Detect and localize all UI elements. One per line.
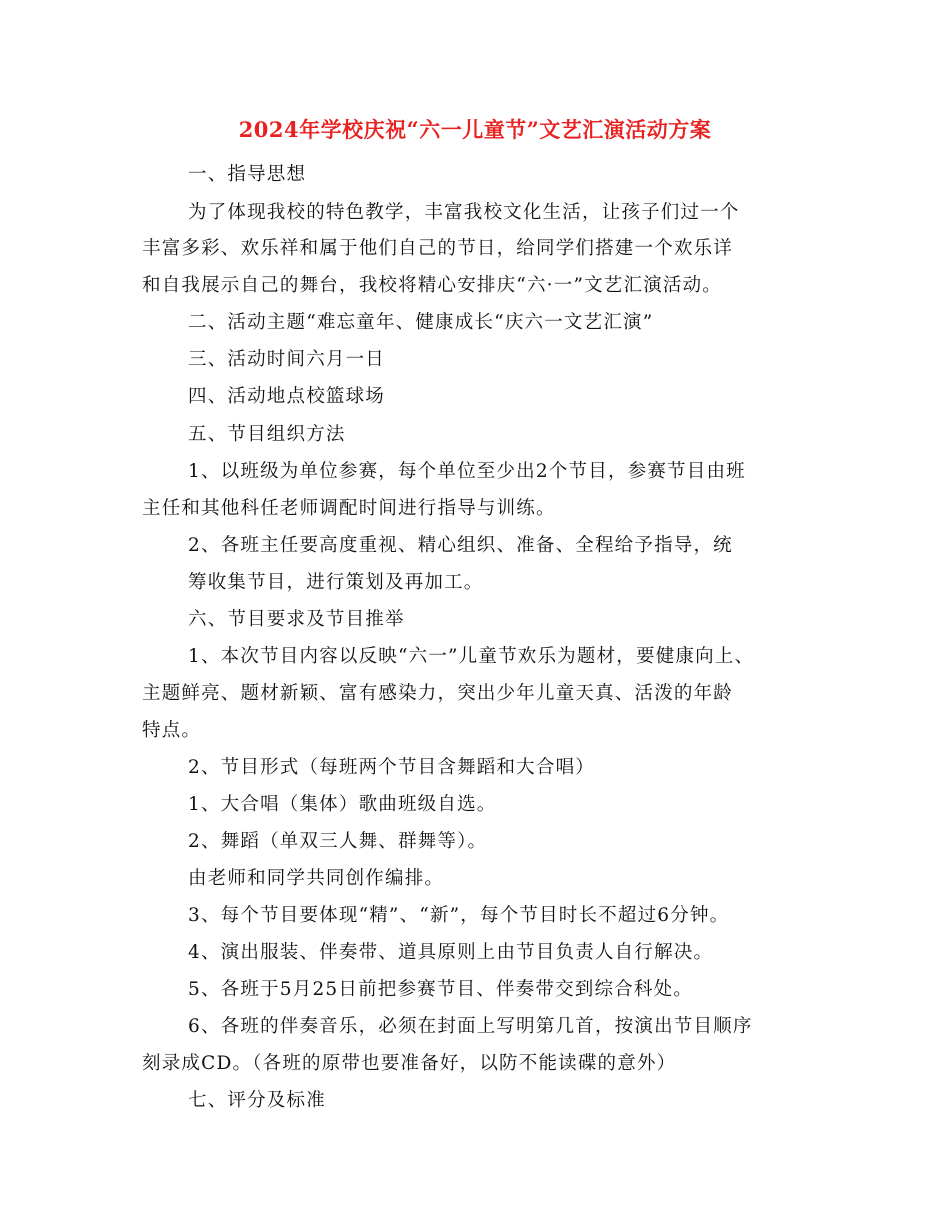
section-heading: 一、指导思想 xyxy=(188,164,307,185)
paragraph-line: 1、大合唱（集体）歌曲班级自选。 xyxy=(188,794,497,815)
paragraph-line: 3、每个节目要体现“精”、“新”，每个节目时长不超过6分钟。 xyxy=(188,905,730,926)
paragraph-line: 2、舞蹈（单双三人舞、群舞等）。 xyxy=(188,831,488,852)
paragraph-line: 特点。 xyxy=(142,720,202,741)
paragraph-line: 6、各班的伴奏音乐，必须在封面上写明第几首，按演出节目顺序 xyxy=(188,1016,753,1037)
section-heading: 二、活动主题“难忘童年、健康成长“庆六一文艺汇演” xyxy=(188,312,654,333)
paragraph-line: 为了体现我校的特色教学，丰富我校文化生活，让孩子们过一个 xyxy=(188,202,740,223)
paragraph-line: 2、各班主任要高度重视、精心组织、准备、全程给予指导，统 xyxy=(188,535,733,556)
paragraph-line: 1、以班级为单位参赛，每个单位至少出2个节目，参赛节目由班 xyxy=(188,461,746,482)
paragraph-line: 由老师和同学共同创作编排。 xyxy=(188,868,445,889)
section-heading: 七、评分及标准 xyxy=(188,1090,326,1111)
paragraph-line: 4、演出服装、伴奏带、道具原则上由节目负责人自行解决。 xyxy=(188,942,714,963)
paragraph-line: 丰富多彩、欢乐祥和属于他们自己的节日，给同学们搭建一个欢乐详 xyxy=(142,238,734,259)
paragraph-line: 1、本次节目内容以反映“六一”儿童节欢乐为题材，要健康向上、 xyxy=(188,646,755,667)
paragraph-line: 刻录成CD。（各班的原带也要准备好，以防不能读碟的意外） xyxy=(142,1053,677,1074)
paragraph-line: 5、各班于5月25日前把参赛节目、伴奏带交到综合科处。 xyxy=(188,979,693,1000)
paragraph-line: 筹收集节目，进行策划及再加工。 xyxy=(188,572,484,593)
paragraph-line: 主题鲜亮、题材新颖、富有感染力，突出少年儿童天真、活泼的年龄 xyxy=(142,683,734,704)
section-heading: 六、节目要求及节目推举 xyxy=(188,609,405,630)
paragraph-line: 主任和其他科任老师调配时间进行指导与训练。 xyxy=(142,498,556,519)
paragraph-line: 2、节目形式（每班两个节目含舞蹈和大合唱） xyxy=(188,757,595,778)
section-heading: 四、活动地点校篮球场 xyxy=(188,386,386,407)
section-heading: 五、节目组织方法 xyxy=(188,424,346,445)
section-heading: 三、活动时间六月一日 xyxy=(188,349,386,370)
document-title: 2024年学校庆祝“六一儿童节”文艺汇演活动方案 xyxy=(238,117,712,142)
paragraph-line: 和自我展示自己的舞台，我校将精心安排庆“六·一”文艺汇演活动。 xyxy=(142,275,722,296)
